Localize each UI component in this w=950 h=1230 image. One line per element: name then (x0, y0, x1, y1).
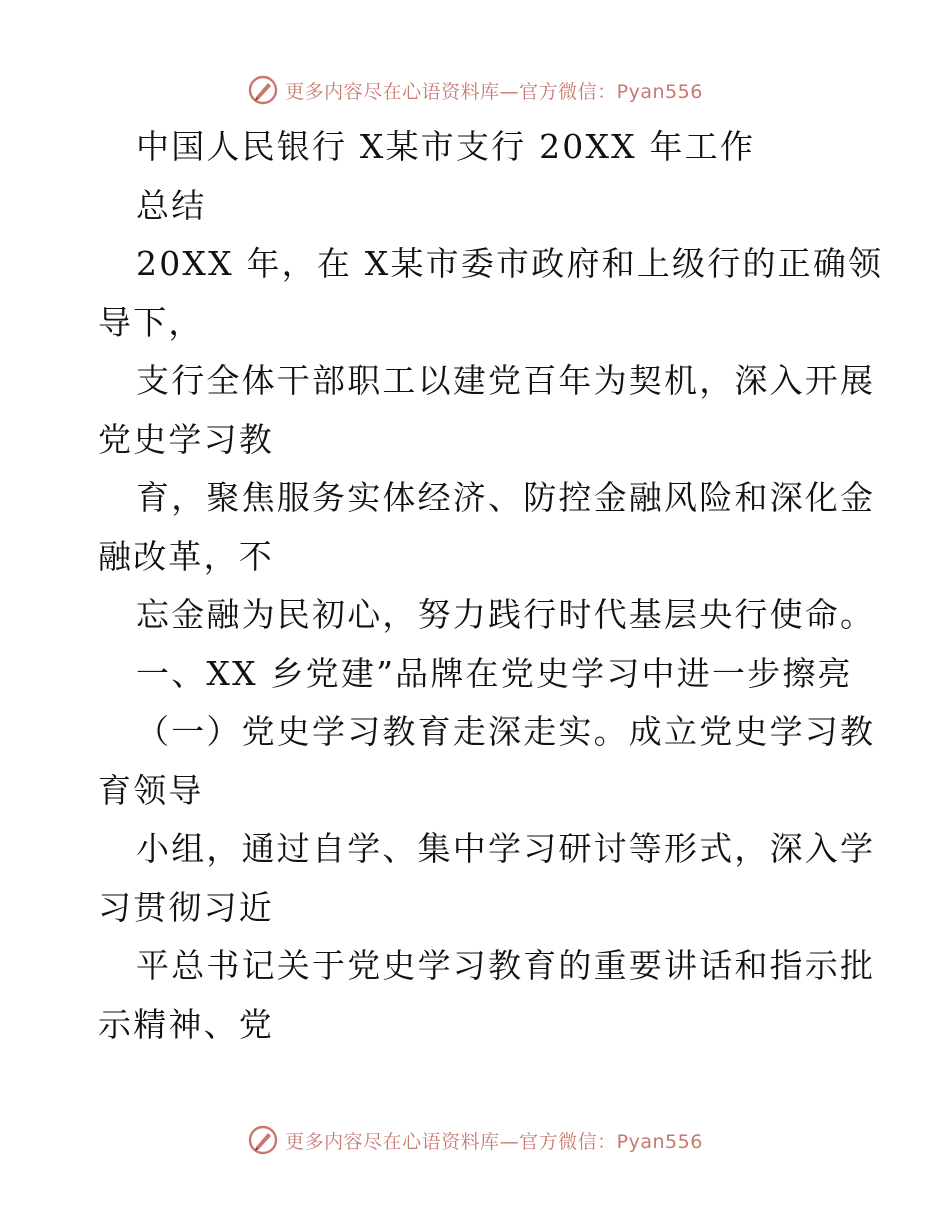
document-line: 党史学习教 (98, 419, 274, 459)
document-body (98, 118, 884, 1054)
document-line: 中国人民银行 X某市支行 20XX 年工作 (136, 127, 756, 166)
document-line: 习贯彻习近 (98, 887, 274, 927)
document-line: 示精神、党 (98, 1004, 274, 1044)
document-line: 导下， (98, 302, 204, 342)
watermark-text: 更多内容尽在心语资料库—官方微信：Pyan556 (285, 80, 703, 103)
watermark-text: 更多内容尽在心语资料库—官方微信：Pyan556 (285, 1130, 703, 1153)
document-line: 忘金融为民初心，努力践行时代基层央行使命。 (136, 595, 876, 634)
document-line: 融改革，不 (98, 536, 274, 576)
document-line: 20XX 年，在 X某市委市政府和上级行的正确领 (136, 244, 884, 283)
document-line: 总结 (136, 185, 207, 225)
header-watermark-banner (0, 70, 950, 110)
document-line: 一、XX 乡党建”品牌在党史学习中进一步擦亮 (136, 653, 853, 693)
document-line: 育，聚焦服务实体经济、防控金融风险和深化金 (136, 478, 876, 517)
document-line: 小组，通过自学、集中学习研讨等形式，深入学 (136, 829, 876, 868)
document-line: 育领导 (98, 770, 204, 810)
pen-logo-icon (247, 1124, 279, 1156)
footer-watermark-banner (0, 1120, 950, 1160)
document-line: 支行全体干部职工以建党百年为契机，深入开展 (136, 361, 876, 400)
document-line: 平总书记关于党史学习教育的重要讲话和指示批 (136, 946, 876, 985)
document-line: （一）党史学习教育走深走实。成立党史学习教 (136, 712, 876, 751)
pen-logo-icon (247, 74, 279, 106)
